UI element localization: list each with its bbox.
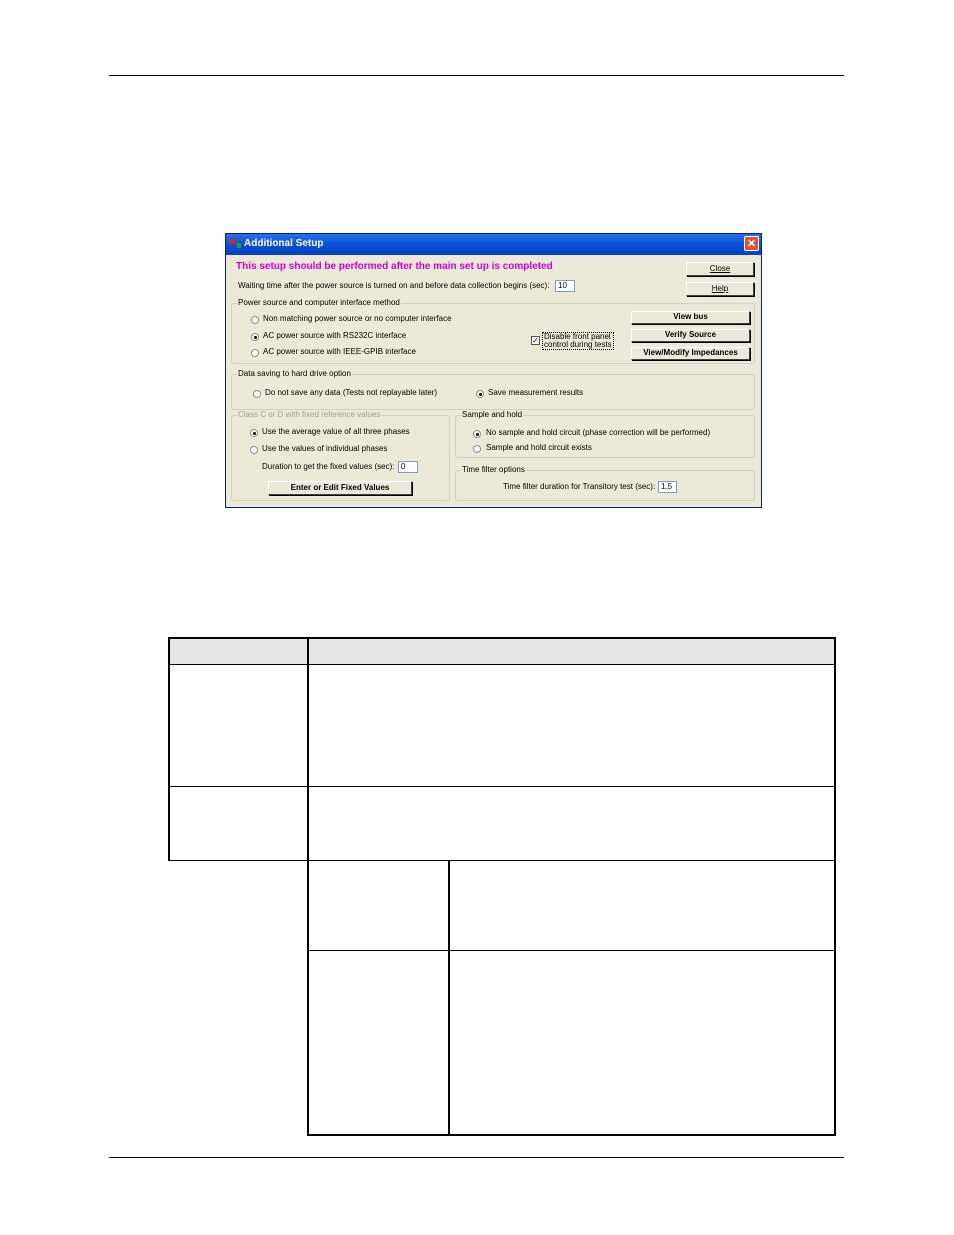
no-save-option-label: Do not save any data (Tests not replayable later) [265,388,438,397]
time-filter-group [455,465,755,501]
title-bar[interactable] [226,234,761,255]
duration-label: Duration to get the fixed values (sec): [262,462,395,471]
time-filter-legend: Time filter options [462,465,525,474]
time-filter-label: Time filter duration for Transitory test (sec): [503,482,656,491]
radio-button-icon[interactable] [473,445,481,453]
disable-front-panel-label[interactable] [542,332,614,350]
data-saving-legend: Data saving to hard drive option [238,369,351,378]
top-rule [109,75,844,76]
average-option-label: Use the average value of all three phases [262,427,410,436]
app-logo-icon [230,238,243,251]
help-button-label: Help [711,284,729,293]
time-filter-input[interactable]: 1.5 [658,481,677,493]
table-border [308,950,836,951]
save-option-label: Save measurement results [488,388,584,397]
verify-source-button[interactable]: Verify Source [631,329,750,342]
radio-button-icon[interactable] [250,429,258,437]
sample-hold-group [455,410,755,458]
close-button[interactable] [686,262,754,276]
radio-button-icon[interactable] [253,390,261,398]
table-border [168,637,170,861]
setup-warning: This setup should be performed after the main set up is completed [236,261,553,272]
power-option-label: Non matching power source or no computer interface [263,314,452,323]
power-option-label: AC power source with RS232C interface [263,331,407,340]
help-button[interactable] [686,282,754,296]
table-border [448,860,450,1136]
no-sample-hold-label: No sample and hold circuit (phase correction will be performed) [486,428,711,437]
disable-front-panel-line2: control during tests [544,340,612,349]
enter-edit-fixed-values-button[interactable]: Enter or Edit Fixed Values [268,481,412,495]
disable-front-panel-line1: Disable front panel [544,332,611,341]
table-border [169,786,836,787]
data-saving-group [231,369,755,410]
radio-button-icon[interactable] [251,349,259,357]
power-source-legend: Power source and computer interface method [238,298,400,307]
table-header [169,638,835,665]
individual-option-label: Use the values of individual phases [262,444,388,453]
fixed-reference-group [231,410,450,501]
table-border [169,664,836,665]
checkbox-icon[interactable]: ✓ [532,336,539,345]
waiting-time-label: Waiting time after the power source is turned on and before data collection begins (sec): [238,281,550,290]
table-border [834,637,836,1136]
table-border [169,860,836,861]
power-option-label: AC power source with IEEE-GPIB interface [263,347,416,356]
table-border [169,637,836,639]
close-button-label: Close [709,264,731,273]
radio-button-icon[interactable] [250,446,258,454]
radio-button-icon[interactable] [251,316,259,324]
table-border [308,1134,836,1136]
power-source-group [231,298,755,364]
dialog-title: Additional Setup [244,238,324,249]
window-close-icon[interactable]: ✕ [744,236,759,251]
waiting-time-input[interactable]: 10 [555,280,575,292]
fixed-reference-legend: Class C or D with fixed reference values [238,410,381,419]
sample-hold-legend: Sample and hold [462,410,523,419]
view-modify-impedances-button[interactable]: View/Modify Impedances [631,347,750,360]
duration-input[interactable]: 0 [398,461,418,473]
additional-setup-dialog [225,233,762,508]
view-bus-button[interactable]: View bus [631,311,750,324]
bottom-rule [109,1157,844,1158]
radio-button-icon[interactable] [473,430,481,438]
sample-hold-exists-label: Sample and hold circuit exists [486,443,592,452]
table-border [307,637,309,1136]
radio-button-icon[interactable] [476,390,484,398]
radio-button-icon[interactable] [251,333,259,341]
